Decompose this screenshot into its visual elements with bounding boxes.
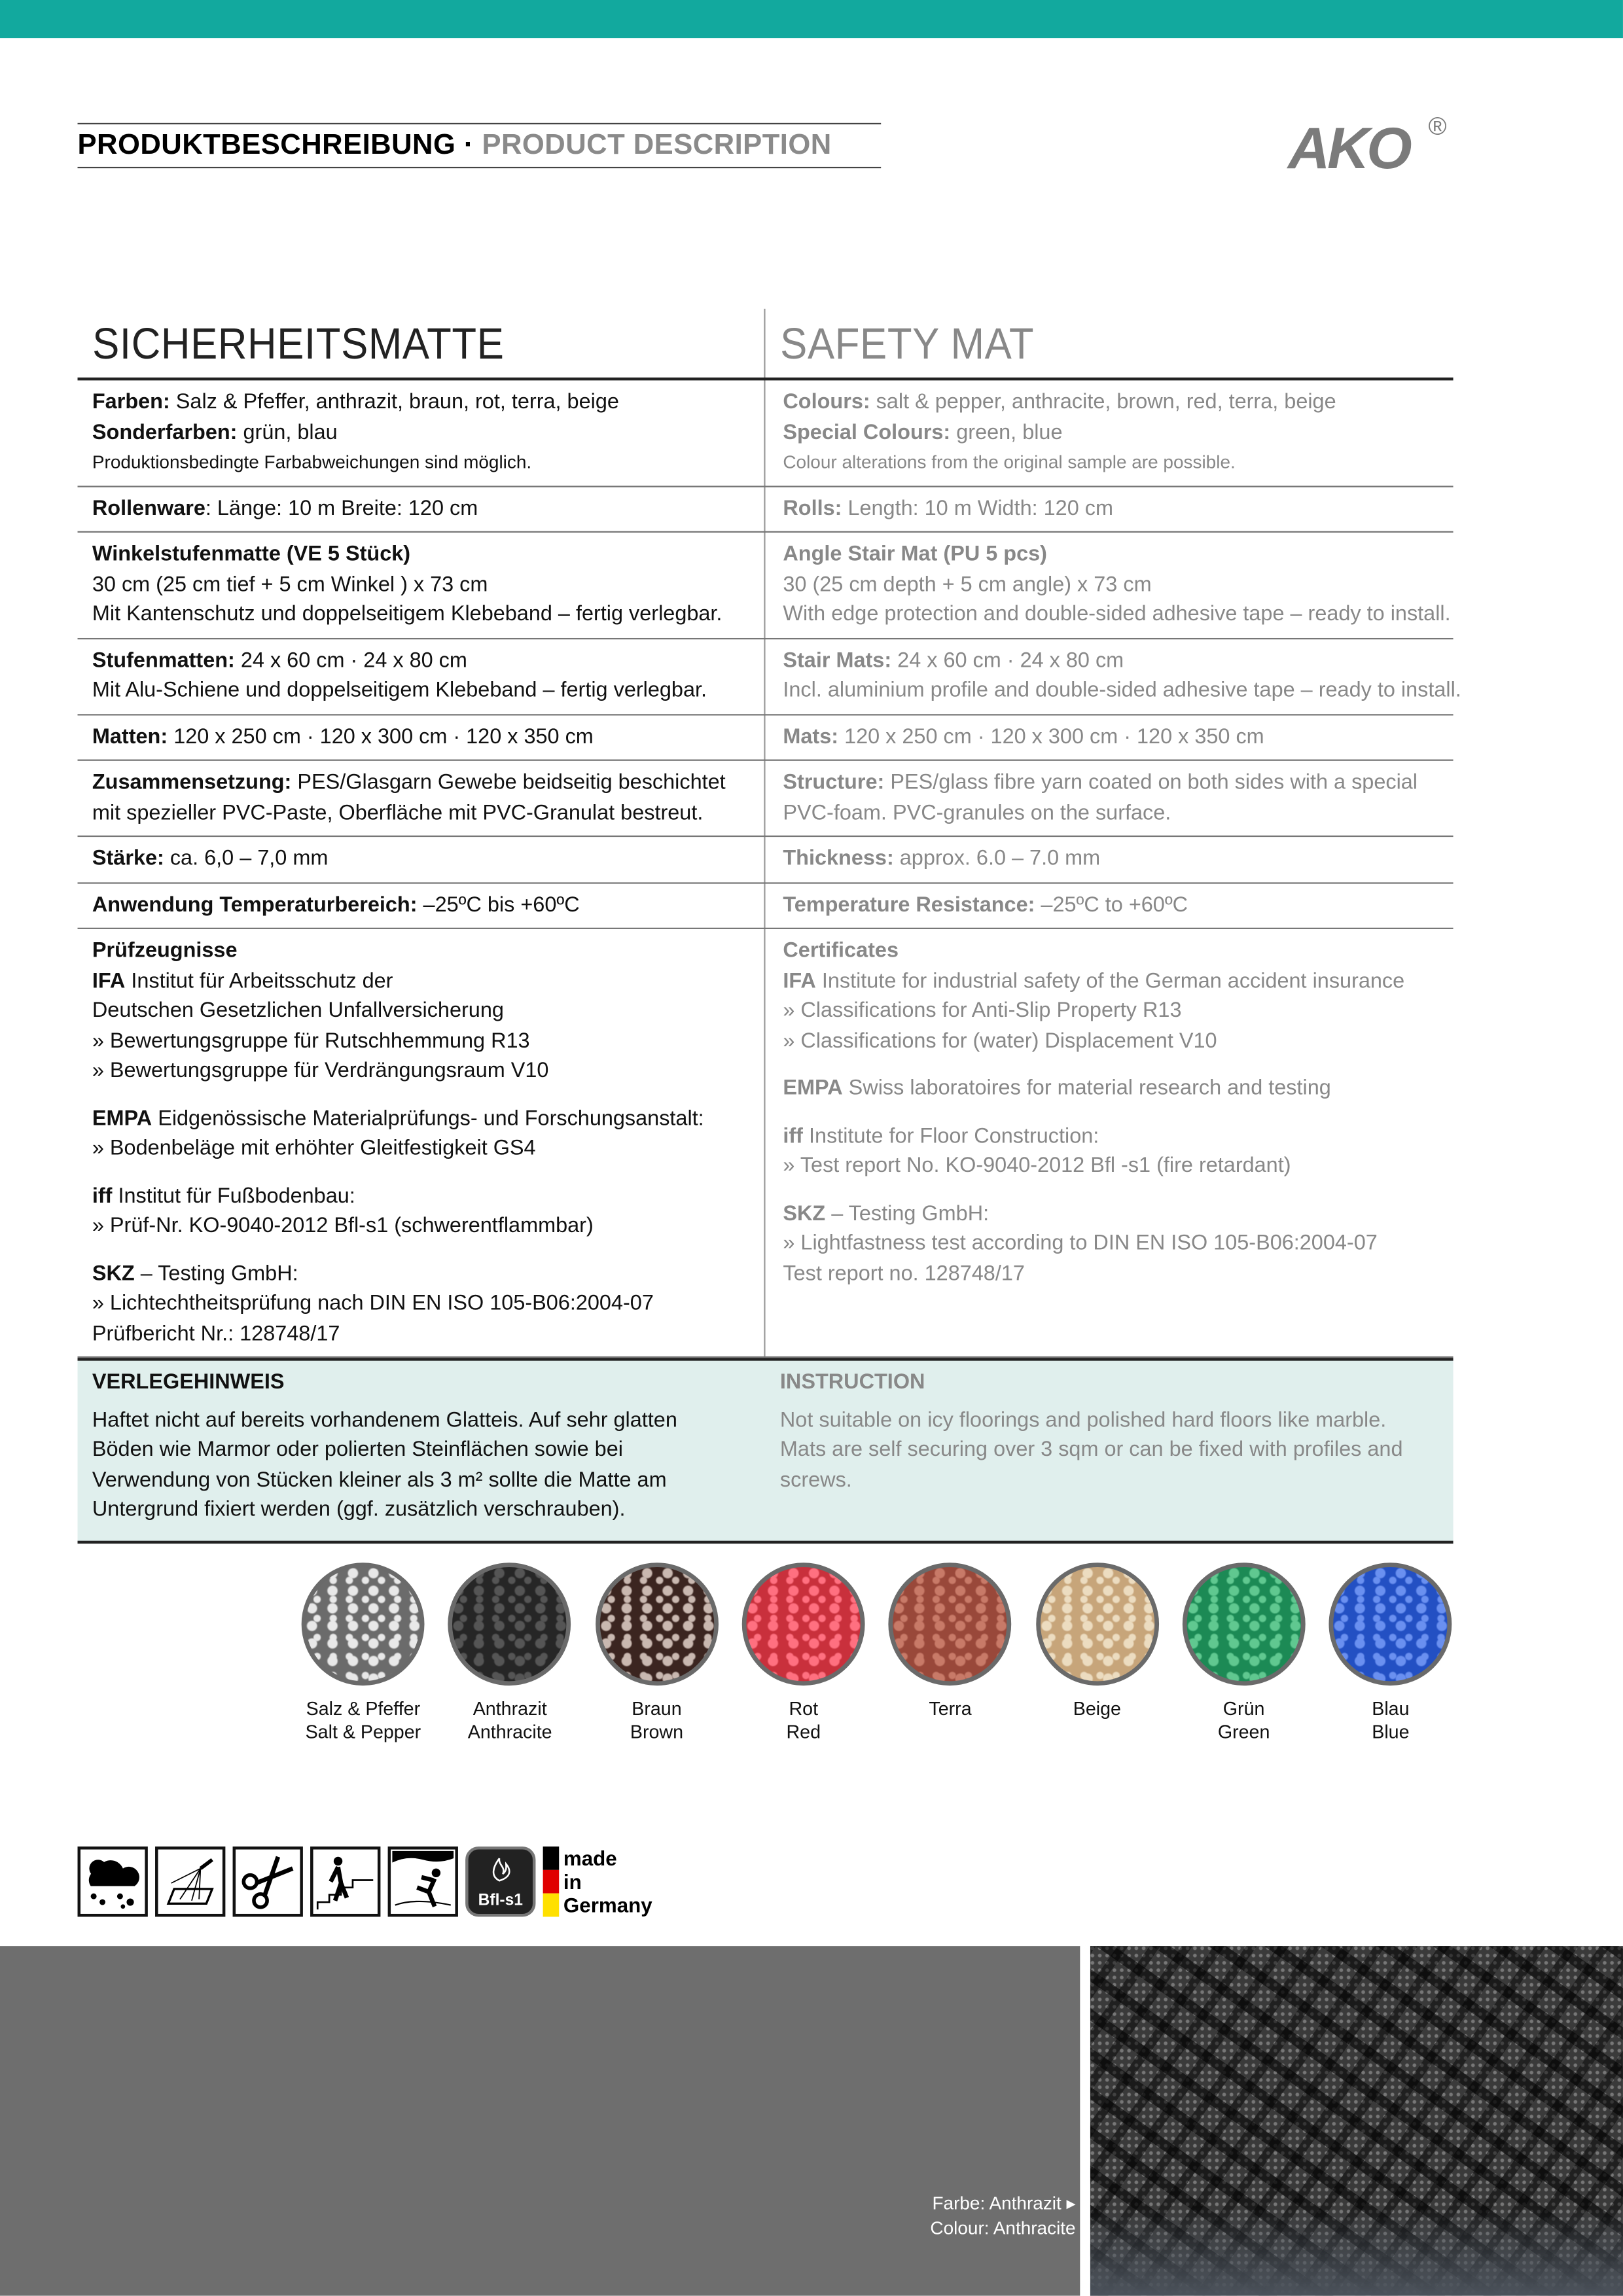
swatch-circle <box>1035 1563 1158 1686</box>
swatch-circle <box>1329 1563 1452 1686</box>
text-line <box>92 1182 751 1212</box>
bold-label: iff <box>92 1184 113 1208</box>
bold-label: EMPA <box>783 1076 843 1101</box>
text-line <box>92 1289 751 1319</box>
cell-en <box>766 487 1454 531</box>
line-text: Deutschen Gesetzlichen Unfallversicherung <box>92 999 504 1023</box>
line-text: » Classifications for Anti-Slip Property R13 <box>783 999 1182 1023</box>
text-line <box>92 646 751 676</box>
line-text: 24 x 60 cm · 24 x 80 cm <box>234 648 467 673</box>
instruction-line: Not suitable on icy floorings and polished hard floors like marble. <box>779 1408 1387 1432</box>
germany-text: Germany <box>563 1893 652 1917</box>
line-text: Institut für Fußbodenbau: <box>112 1184 355 1208</box>
cell-de <box>78 837 766 881</box>
paragraph <box>783 388 1438 478</box>
paragraph <box>92 494 751 524</box>
text-line <box>783 966 1438 997</box>
anti-slip-icon <box>388 1846 458 1916</box>
swatch-label-en: Salt & Pepper <box>305 1720 421 1743</box>
text-line <box>92 448 751 478</box>
brand-bar <box>0 0 1623 38</box>
text-line <box>783 388 1438 418</box>
text-line <box>92 722 751 752</box>
paragraph <box>783 540 1451 630</box>
text-line <box>92 936 751 966</box>
hose-cleaning-icon <box>155 1846 225 1916</box>
swatch-label-de: Salz & Pfeffer <box>306 1697 421 1720</box>
table-row <box>78 929 1454 1358</box>
bold-label: Rollenware <box>92 497 205 520</box>
swatch-circle <box>448 1563 571 1686</box>
german-flag-icon <box>543 1846 560 1916</box>
bold-label: Matten: <box>92 725 168 749</box>
line-text: » Bodenbeläge mit erhöhter Gleitfestigkeit GS4 <box>92 1137 536 1161</box>
line-text: 120 x 250 cm · 120 x 300 cm · 120 x 350 cm <box>168 725 594 749</box>
text-line <box>783 844 1438 874</box>
swatch-grün <box>1170 1563 1317 1744</box>
cell-de <box>78 883 766 928</box>
title-de: PRODUKTBESCHREIBUNG · <box>77 128 482 161</box>
product-title-en: SAFETY MAT <box>780 320 1035 369</box>
bold-label: Zusammensetzung: <box>92 771 292 795</box>
weather-resistant-icon <box>78 1846 148 1916</box>
text-line <box>92 1027 751 1057</box>
text-line <box>92 388 751 418</box>
swatch-label-en: Red <box>786 1720 821 1743</box>
fire-class-icon <box>465 1846 535 1916</box>
swatch-circle <box>889 1563 1012 1686</box>
bold-label: Sonderfarben: <box>92 420 238 444</box>
bold-label: IFA <box>783 969 816 993</box>
line-text: With edge protection and double-sided adhesive tape – ready to install. <box>783 603 1451 627</box>
swatch-terra <box>877 1563 1024 1744</box>
paragraph <box>92 768 751 828</box>
cell-en <box>766 837 1454 881</box>
paragraph <box>92 1104 751 1164</box>
line-text: Test report no. 128748/17 <box>783 1262 1025 1286</box>
line-text: green, blue <box>950 420 1063 444</box>
made-text: made <box>563 1846 617 1870</box>
text-line <box>92 540 751 570</box>
line-text: 24 x 60 cm · 24 x 80 cm <box>891 648 1124 673</box>
paragraph <box>92 891 751 921</box>
line-text: » Test report No. KO-9040-2012 Bfl -s1 (fire retardant) <box>783 1154 1291 1178</box>
bold-label: Anwendung Temperaturbereich: <box>92 893 418 917</box>
feature-icons <box>78 1846 652 1916</box>
bold-label: Mats: <box>783 725 839 749</box>
table-row <box>78 533 1454 639</box>
line-text: 120 x 250 cm · 120 x 300 cm · 120 x 350 cm <box>838 725 1264 749</box>
text-line <box>783 646 1438 676</box>
cell-de <box>78 487 766 531</box>
table-row <box>78 380 1454 486</box>
instruction-line: Böden wie Marmor oder polierten Steinflächen sowie bei <box>92 1438 623 1462</box>
cell-en <box>766 929 1454 1356</box>
bold-label: Prüfzeugnisse <box>92 939 238 963</box>
paragraph <box>783 494 1438 524</box>
bold-label: SKZ <box>783 1202 826 1226</box>
cell-en <box>766 533 1454 637</box>
bold-label: Stufenmatten: <box>92 648 235 673</box>
bold-label: Stair Mats: <box>783 648 892 673</box>
paragraph <box>783 768 1438 828</box>
swatch-rot <box>730 1563 877 1744</box>
line-text: Institute for industrial safety of the German accident insurance <box>815 969 1405 993</box>
cell-en <box>766 883 1454 928</box>
instruction-box <box>78 1358 1454 1543</box>
line-text: » Prüf-Nr. KO-9040-2012 Bfl-s1 (schwerentflammbar) <box>92 1214 594 1238</box>
cell-en <box>766 380 1454 485</box>
line-text: Eidgenössische Materialprüfungs- und Forschungsanstalt: <box>152 1106 704 1131</box>
footer-panel <box>0 1946 1080 2295</box>
text-line <box>92 1319 751 1349</box>
text-line <box>783 891 1438 921</box>
bold-label: Colours: <box>783 391 870 414</box>
instruction-de <box>78 1361 766 1540</box>
text-line <box>92 494 751 524</box>
spec-table <box>78 309 1461 1543</box>
cell-de <box>78 639 766 713</box>
cuttable-scissors-icon <box>233 1846 303 1916</box>
cell-de <box>78 533 766 637</box>
swatch-circle <box>302 1563 425 1686</box>
line-text: grün, blau <box>237 420 338 444</box>
text-line <box>783 600 1451 630</box>
product-photo <box>1090 1946 1623 2295</box>
instruction-line: Verwendung von Stücken kleiner als 3 m² sollte die Matte am <box>92 1468 667 1492</box>
line-text: » Classifications for (water) Displacement V10 <box>783 1029 1217 1053</box>
text-line <box>783 936 1438 966</box>
text-line <box>92 676 751 706</box>
caption-en: Colour: Anthracite <box>930 2218 1076 2239</box>
swatch-salz-pfeffer <box>290 1563 437 1744</box>
paragraph <box>92 540 751 630</box>
bold-label: Winkelstufenmatte (VE 5 Stück) <box>92 542 411 567</box>
text-line <box>783 722 1438 752</box>
colour-swatches <box>290 1563 1464 1744</box>
line-text: Prüfbericht Nr.: 128748/17 <box>92 1322 340 1346</box>
bold-label: IFA <box>92 969 126 993</box>
cell-de <box>78 929 766 1356</box>
paragraph <box>783 936 1438 1056</box>
text-line <box>92 891 751 921</box>
line-text: » Bewertungsgruppe für Rutschhemmung R13 <box>92 1029 530 1053</box>
swatch-label-de: Braun <box>632 1697 682 1720</box>
line-text: Institute for Floor Construction: <box>802 1124 1099 1148</box>
text-line <box>783 448 1438 478</box>
bold-label: Certificates <box>783 939 899 963</box>
paragraph <box>92 936 751 1086</box>
swatch-braun <box>583 1563 730 1744</box>
text-line <box>783 1074 1438 1104</box>
line-text: PES/Glasgarn Gewebe beidseitig beschichtet <box>291 771 726 795</box>
text-line <box>92 1104 751 1134</box>
line-text: 30 (25 cm depth + 5 cm angle) x 73 cm <box>783 573 1152 597</box>
in-text: in <box>563 1869 582 1894</box>
swatch-label-de: Anthrazit <box>473 1697 547 1720</box>
table-titles <box>78 309 1454 381</box>
line-text: Institut für Arbeitsschutz der <box>125 969 393 993</box>
text-line <box>783 1259 1438 1289</box>
text-line <box>92 844 751 874</box>
text-line <box>92 417 751 448</box>
text-line <box>92 1057 751 1087</box>
line-text: –25ºC bis +60ºC <box>417 893 580 917</box>
line-text: Salz & Pfeffer, anthrazit, braun, rot, terra, beige <box>169 391 619 414</box>
cell-de <box>78 761 766 836</box>
table-row <box>78 487 1454 533</box>
swatch-label-de: Rot <box>789 1697 819 1720</box>
table-row <box>78 715 1454 760</box>
line-text: approx. 6.0 – 7.0 mm <box>893 847 1101 871</box>
text-line <box>783 997 1438 1027</box>
swatch-anthrazit <box>437 1563 583 1744</box>
text-line <box>783 1229 1438 1259</box>
cell-de <box>78 380 766 485</box>
swatch-circle <box>742 1563 865 1686</box>
text-line <box>783 540 1438 570</box>
bold-label: Farben: <box>92 391 170 414</box>
line-text: » Bewertungsgruppe für Verdrängungsraum V10 <box>92 1059 549 1083</box>
line-text: – Testing GmbH: <box>134 1262 298 1286</box>
bold-label: Rolls: <box>783 497 842 520</box>
bold-label: iff <box>783 1124 803 1148</box>
line-text: Mit Kantenschutz und doppelseitigem Klebeband – fertig verlegbar. <box>92 603 722 627</box>
bold-label: Thickness: <box>783 847 894 871</box>
made-in-germany <box>563 1846 652 1916</box>
paragraph <box>92 388 751 478</box>
swatch-label-de: Grün <box>1222 1697 1265 1720</box>
table-row <box>78 639 1461 715</box>
line-text: Incl. aluminium profile and double-sided adhesive tape – ready to install. <box>783 679 1461 703</box>
paragraph <box>783 1199 1438 1290</box>
text-line <box>783 1199 1438 1229</box>
paragraph <box>783 722 1438 752</box>
paragraph <box>783 844 1438 874</box>
instruction-line: Haftet nicht auf bereits vorhandenem Glatteis. Auf sehr glatten <box>92 1408 677 1432</box>
text-line <box>92 1259 751 1289</box>
swatch-label-de: Terra <box>929 1697 972 1720</box>
line-text: » Lichtechtheitsprüfung nach DIN EN ISO 105-B06:2004-07 <box>92 1292 654 1316</box>
text-line <box>92 1134 751 1164</box>
paragraph <box>783 891 1438 921</box>
paragraph <box>92 646 751 706</box>
text-line <box>783 798 1438 828</box>
line-text: Length: 10 m Width: 120 cm <box>842 497 1113 520</box>
text-line <box>783 417 1438 448</box>
fire-class-label: Bfl-s1 <box>478 1892 523 1910</box>
swatch-circle <box>1183 1563 1306 1686</box>
text-line <box>783 768 1438 798</box>
text-line <box>92 768 751 798</box>
text-line <box>92 966 751 997</box>
paragraph <box>92 722 751 752</box>
line-text: mit spezieller PVC-Paste, Oberfläche mit PVC-Granulat bestreut. <box>92 801 704 825</box>
line-text: Swiss laboratoires for material research and testing <box>842 1076 1331 1101</box>
bold-label: Structure: <box>783 771 885 795</box>
paragraph <box>783 1074 1438 1104</box>
table-row <box>78 837 1454 883</box>
bold-label: Stärke: <box>92 847 164 871</box>
text-line <box>92 600 751 630</box>
instruction-en <box>766 1361 1454 1540</box>
ako-logo: AKO <box>1287 116 1410 182</box>
text-line <box>92 570 751 600</box>
paragraph <box>783 1122 1438 1182</box>
swatch-beige <box>1024 1563 1170 1744</box>
registered-mark: ® <box>1428 113 1447 141</box>
text-line <box>783 1152 1438 1182</box>
text-line <box>783 1122 1438 1152</box>
swatch-label-en: Green <box>1217 1720 1270 1743</box>
title-en: PRODUCT DESCRIPTION <box>482 128 832 161</box>
line-text: Mit Alu-Schiene und doppelseitigem Klebeband – fertig verlegbar. <box>92 679 707 703</box>
line-text: : Länge: 10 m Breite: 120 cm <box>205 497 478 520</box>
text-line <box>783 570 1438 600</box>
instruction-line: screws. <box>779 1468 852 1492</box>
line-text: PES/glass fibre yarn coated on both sides with a special <box>884 771 1418 795</box>
paragraph <box>92 844 751 874</box>
paragraph <box>92 1259 751 1349</box>
caption-de: Farbe: Anthrazit ▸ <box>932 2193 1076 2214</box>
instruction-line: Untergrund fixiert werden (ggf. zusätzlich verschrauben). <box>92 1498 626 1522</box>
bold-label: EMPA <box>92 1106 152 1131</box>
text-line <box>783 676 1461 706</box>
line-text: PVC-foam. PVC-granules on the surface. <box>783 801 1171 825</box>
table-row <box>78 883 1454 929</box>
text-line <box>92 1212 751 1242</box>
instruction-line: Mats are self securing over 3 sqm or can be fixed with profiles and <box>779 1438 1403 1462</box>
instruction-title-de: VERLEGEHINWEIS <box>92 1371 285 1395</box>
bold-label: Temperature Resistance: <box>783 893 1035 917</box>
swatch-label-en: Anthracite <box>467 1720 552 1743</box>
line-text: 30 cm (25 cm tief + 5 cm Winkel ) x 73 cm <box>92 573 488 597</box>
line-text: » Lightfastness test according to DIN EN ISO 105-B06:2004-07 <box>783 1231 1378 1256</box>
cell-en <box>766 639 1461 713</box>
swatch-label-de: Beige <box>1073 1697 1121 1720</box>
stair-walking-icon <box>310 1846 380 1916</box>
line-text: –25ºC to +60ºC <box>1035 893 1188 917</box>
note-text: Produktionsbedingte Farbabweichungen sind möglich. <box>92 451 532 473</box>
cell-en <box>766 715 1454 759</box>
swatch-label-de: Blau <box>1372 1697 1410 1720</box>
swatch-label-en: Brown <box>630 1720 684 1743</box>
text-line <box>92 798 751 828</box>
swatch-circle <box>596 1563 719 1686</box>
product-title-de: SICHERHEITSMATTE <box>92 320 505 369</box>
bold-label: SKZ <box>92 1262 135 1286</box>
photo-caption <box>930 2192 1075 2242</box>
line-text: – Testing GmbH: <box>825 1202 990 1226</box>
note-text: Colour alterations from the original sample are possible. <box>783 451 1236 473</box>
page-title <box>78 123 882 168</box>
cell-en <box>766 761 1454 836</box>
bold-label: Angle Stair Mat (PU 5 pcs) <box>783 542 1047 567</box>
line-text: salt & pepper, anthracite, brown, red, terra, beige <box>870 391 1336 414</box>
paragraph <box>783 646 1461 706</box>
cell-de <box>78 715 766 759</box>
instruction-title-en: INSTRUCTION <box>779 1371 925 1395</box>
bold-label: Special Colours: <box>783 420 951 444</box>
paragraph <box>92 1182 751 1242</box>
line-text: ca. 6,0 – 7,0 mm <box>164 847 329 871</box>
swatch-label-en: Blue <box>1372 1720 1410 1743</box>
text-line <box>92 997 751 1027</box>
text-line <box>783 1027 1438 1057</box>
text-line <box>783 494 1438 524</box>
swatch-blau <box>1317 1563 1464 1744</box>
table-row <box>78 761 1454 837</box>
